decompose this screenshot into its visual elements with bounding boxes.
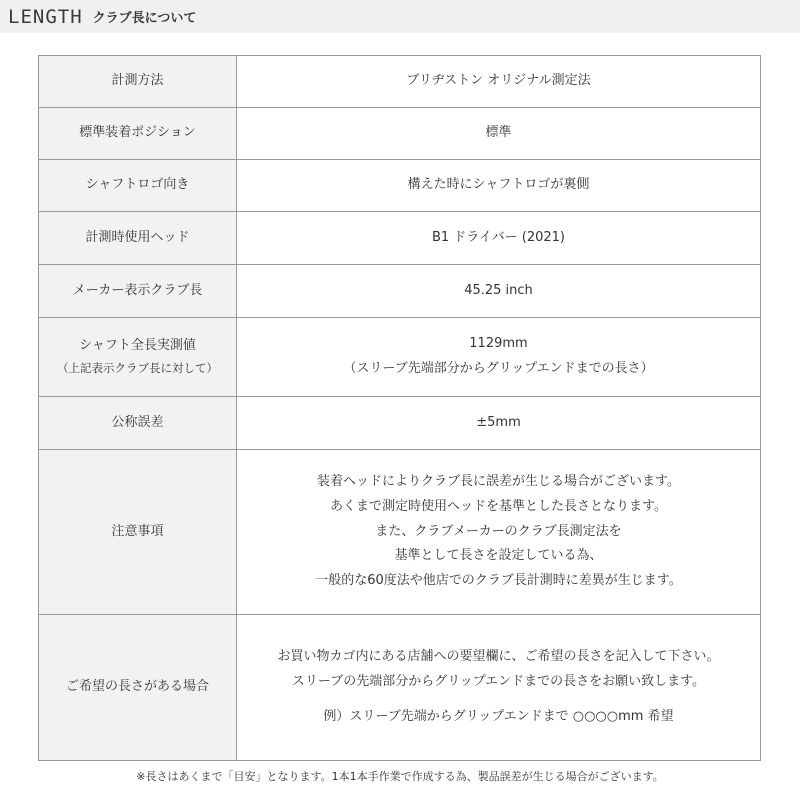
row-value: 標準 (237, 108, 761, 160)
spacer (243, 695, 754, 705)
note-line: 基準として長さを設定している為、 (394, 548, 603, 564)
row-value (237, 318, 761, 397)
note-line: あくまで測定時使用ヘッドを基準とした長さとなります。 (330, 498, 667, 514)
row-label-main: シャフト全長実測値 (79, 337, 196, 353)
note-line: 装着ヘッドによりクラブ長に誤差が生じる場合がございます。 (317, 474, 680, 490)
table-row-notes (39, 450, 761, 615)
table-row-custom-length (39, 615, 761, 761)
row-value: ブリヂストン オリジナル測定法 (237, 56, 761, 108)
row-label: メーカー表示クラブ長 (39, 265, 237, 318)
club-length-spec-table (38, 55, 761, 761)
instruction-line: スリーブの先端部分からグリップエンドまでの長さをお願い致します。 (291, 674, 706, 690)
table-row-standard-position (39, 108, 761, 160)
table-row-tolerance (39, 397, 761, 450)
example-line: 例）スリーブ先端からグリップエンドまで ○○○○mm 希望 (323, 708, 674, 724)
row-value-note: （スリーブ先端部分からグリップエンドまでの長さ） (343, 361, 654, 376)
row-label (39, 318, 237, 397)
row-label: 公称誤差 (39, 397, 237, 450)
row-value: B1 ドライバー (2021) (237, 212, 761, 265)
section-header (0, 0, 800, 33)
table-row-maker-length (39, 265, 761, 318)
row-label: 計測時使用ヘッド (39, 212, 237, 265)
row-value: ±5mm (237, 397, 761, 450)
table-row-shaft-actual-length (39, 318, 761, 397)
section-title-ja: クラブ長について (92, 11, 197, 26)
row-value (237, 615, 761, 761)
instruction-line: お買い物カゴ内にある店舗への要望欄に、ご希望の長さを記入して下さい。 (277, 649, 720, 665)
row-label: 標準装着ポジション (39, 108, 237, 160)
row-label: シャフトロゴ向き (39, 160, 237, 212)
note-line: 一般的な60度法や他店でのクラブ長計測時に差異が生じます。 (315, 573, 682, 589)
row-label: 計測方法 (39, 56, 237, 108)
note-line: また、クラブメーカーのクラブ長測定法を (375, 523, 622, 539)
row-label-note: （上記表示クラブ長に対して） (57, 361, 218, 376)
table-row-shaft-logo (39, 160, 761, 212)
row-value (237, 450, 761, 615)
row-value-main: 1129mm (469, 336, 528, 352)
row-label: ご希望の長さがある場合 (39, 615, 237, 761)
row-value: 構えた時にシャフトロゴが裏側 (237, 160, 761, 212)
section-title-en: LENGTH (8, 5, 83, 28)
row-value: 45.25 inch (237, 265, 761, 318)
row-label: 注意事項 (39, 450, 237, 615)
footer-note: ※長さはあくまで「目安」となります。1本1本手作業で作成する為、製品誤差が生じる場合がございます。 (136, 770, 664, 783)
table-row-measurement-method (39, 56, 761, 108)
table-row-measurement-head (39, 212, 761, 265)
